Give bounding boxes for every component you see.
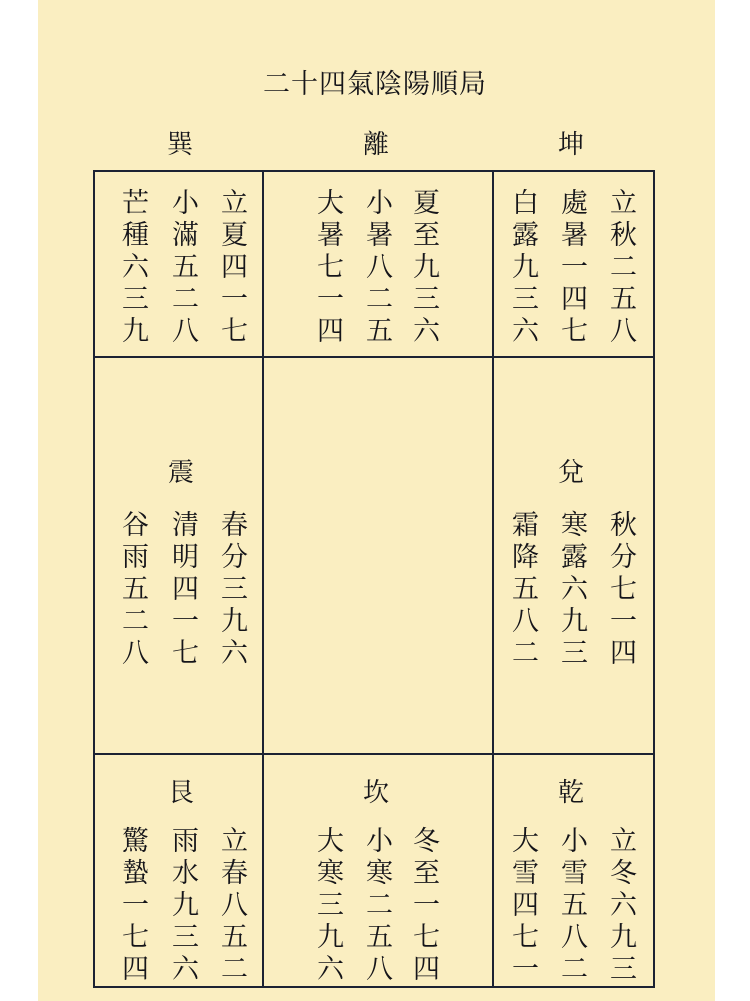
trigram-qian: 乾 — [557, 778, 584, 808]
trigram-dui: 兌 — [557, 458, 584, 488]
xun-line-2: 小滿五二八 — [167, 188, 198, 348]
kan-line-1: 冬至一七四 — [408, 826, 439, 986]
header-kun: 坤 — [557, 130, 584, 160]
zhen-line-2: 清明四一七 — [167, 510, 198, 670]
kun-line-3: 白露九三六 — [507, 188, 538, 348]
li-line-2: 小暑八二五 — [361, 188, 392, 348]
grid-line — [95, 356, 653, 358]
xun-line-1: 立夏四一七 — [216, 188, 247, 348]
page-title: 二十四氣陰陽順局 — [263, 69, 487, 100]
li-line-1: 夏至九三六 — [408, 188, 439, 348]
header-xun: 巽 — [166, 130, 193, 160]
zhen-line-1: 春分三九六 — [216, 510, 247, 670]
grid-line — [262, 172, 264, 986]
header-li: 離 — [362, 130, 389, 160]
zhen-line-3: 谷雨五二八 — [117, 510, 148, 670]
kun-line-2: 處暑一四七 — [556, 188, 587, 348]
gen-line-1: 立春八五二 — [216, 826, 247, 986]
qian-line-3: 大雪四七一 — [507, 826, 538, 986]
dui-line-1: 秋分七一四 — [605, 510, 636, 670]
trigram-gen: 艮 — [167, 778, 194, 808]
qian-line-2: 小雪五八二 — [556, 826, 587, 986]
trigram-kan: 坎 — [362, 778, 389, 808]
li-line-3: 大暑七一四 — [312, 188, 343, 348]
dui-line-2: 寒露六九三 — [556, 510, 587, 670]
kun-line-1: 立秋二五八 — [605, 188, 636, 348]
gen-line-3: 驚蟄一七四 — [117, 826, 148, 986]
trigram-zhen: 震 — [167, 458, 194, 488]
xun-line-3: 芒種六三九 — [117, 188, 148, 348]
grid-line — [95, 753, 653, 755]
dui-line-3: 霜降五八二 — [507, 510, 538, 670]
kan-line-3: 大寒三九六 — [312, 826, 343, 986]
kan-line-2: 小寒二五八 — [361, 826, 392, 986]
qian-line-1: 立冬六九三 — [605, 826, 636, 986]
gen-line-2: 雨水九三六 — [167, 826, 198, 986]
grid-line — [492, 172, 494, 986]
